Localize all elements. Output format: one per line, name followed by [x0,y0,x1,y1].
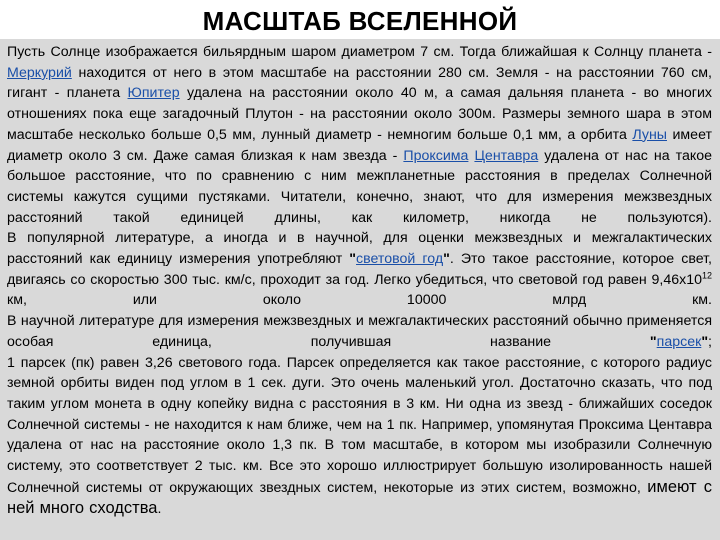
link-light-year[interactable]: световой год [356,251,444,268]
paragraph-light-year [7,228,712,311]
paragraph-parsec-definition [7,353,712,521]
link-proxima[interactable]: Проксима [403,147,469,164]
text-segment: . [157,501,162,518]
link-jupiter[interactable]: Юпитер [127,85,180,102]
quote-mark: " [349,251,357,268]
slide-title: МАСШТАБ ВСЕЛЕННОЙ [202,6,518,36]
link-mercury[interactable]: Меркурий [7,64,72,81]
text-segment: ; [708,333,712,350]
text-segment: удалена от нас на такое большое расстояние, что по сравнению с ним межпланетные расстояния в пределах Солнечной системы кажутся сущими пустяками. Читатели, конечно, знают, что для измерения межзвездных расстояний такой единицей длины, как километр, никогда не пользуются). [7,147,712,226]
paragraph-solar-scale [7,42,712,228]
exponent: 12 [701,270,712,280]
text-segment-large: имеют с ней много сходства [7,477,712,518]
text-body [0,39,720,540]
link-moon[interactable]: Луны [632,126,667,143]
text-segment: . Это такое расстояние, которое свет, двигаясь со скоростью 300 тыс. км/с, проходит за год. Легко убедиться, что световой год равен 9,46х10 [7,251,712,288]
text-segment: В научной литературе для измерения межзвездных и межгалактических расстояний обычно применяется особая единица, получившая название [7,313,712,350]
text-segment: удалена на расстоянии около 40 м, а самая дальняя планета - во многих отношениях пока еще загадочный Плутон - на расстоянии около 300м. Размеры земного шара в этом масштабе несколько больше 0,5 мм, лунный диаметр - немногим больше 0,1 мм, а орбита [7,85,712,143]
text-segment: км, или около 10000 млрд км. [7,292,712,309]
quote-mark: " [701,333,709,350]
text-segment: Пусть Солнце изображается бильярдным шаром диаметром 7 см. Тогда ближайшая к Солнцу планета - [7,44,712,60]
text-segment: 1 парсек (пк) равен 3,26 светового года. Парсек определяется как такое расстояние, с которого радиус земной орбиты виден под углом в 1 сек. дуги. Это очень маленький угол. Достаточно сказать, что под таким углом монета в одну копейку видна с расстояния в 3 км. Ни одна из звезд - ближайших соседок Солнечной системы - не находится к нам ближе, чем на 1 пк. Например, упомянутая Проксима Центавра удалена от нас на расстояние около 1,3 пк. В том масштабе, в котором мы изобразили Солнечную систему, это соответствует 2 тыс. км. Все это хорошо иллюстрирует большую изолированность нашей Солнечной системы от окружающих звездных систем, некоторые из этих систем, возможно, [7,354,712,496]
paragraph-parsec-intro [7,311,712,352]
text-segment: находится от него в этом масштабе на расстоянии 280 см. Земля - на расстоянии 760 см, гигант - планета [7,64,712,102]
quote-mark: " [649,333,657,350]
quote-mark: " [443,251,450,268]
link-centauri[interactable]: Центавра [474,147,539,164]
text-segment: имеет диаметр около 3 см. Даже самая близкая к нам звезда - [7,126,712,164]
text-segment: В популярной литературе, а иногда и в научной, для оценки межзвездных и межгалактических расстояний как единицу измерения употребляют [7,230,712,268]
link-parsec[interactable]: парсек [656,333,702,350]
